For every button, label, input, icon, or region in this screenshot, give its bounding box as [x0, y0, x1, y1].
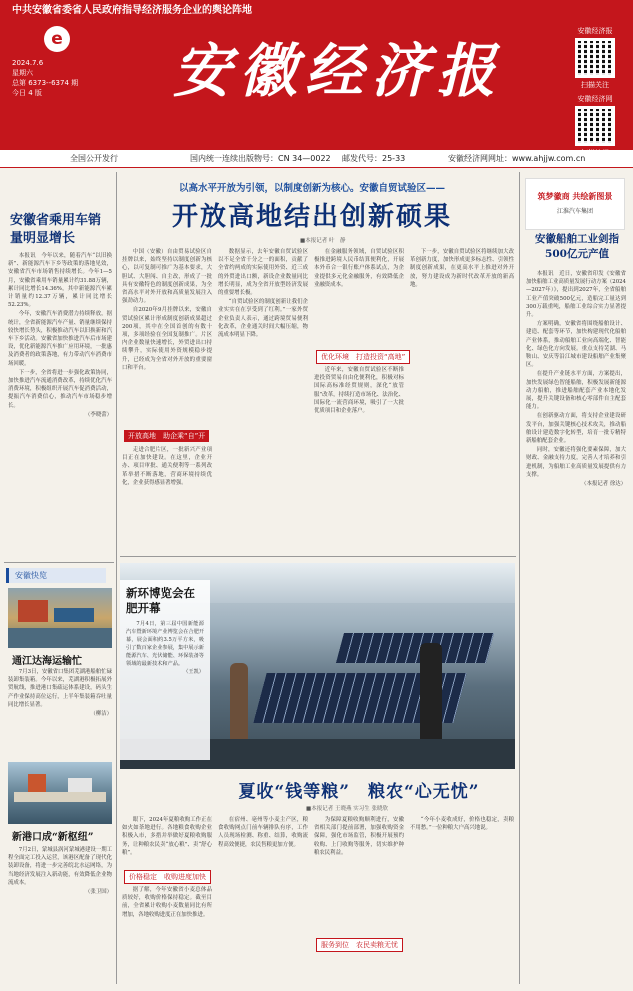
expo-body: [126, 620, 204, 676]
left-article-body: [8, 252, 112, 558]
harvest-column-4: [410, 816, 514, 986]
lead-column-1b: [122, 446, 212, 550]
edition-count: 今日 4 版: [12, 89, 42, 97]
newspaper-logo-icon: e: [44, 26, 70, 52]
paragraph: 为保障夏粮收购顺利进行，安徽省相关部门提前部署，加强收购资金保障，强化市场监管，积极开展预约收购、上门收购等服务，切实维护种粮农民利益。: [314, 817, 404, 856]
byline: （本报记者 徐达）: [581, 481, 626, 488]
paragraph: 在创新驱动方面，将支持企业建设研发平台，加强关键核心技术攻关，推动船舶设计建造数字化转型，培育一批专精特新船舶配套企业。: [526, 413, 626, 445]
byline: （李晓蕾）: [85, 411, 112, 418]
advertisement-banner[interactable]: [525, 178, 625, 230]
cn-number: 国内统一连续出版物号：CN 34—0022: [190, 154, 331, 163]
column-divider: [116, 172, 117, 984]
paragraph: 据了解，今年安徽省小麦总体品质较好，收购价格保持稳定。截至目前，全省累计收购小麦数量同比有所增加，各地收购进度正在加快推进。: [122, 887, 212, 918]
issue-weekday: 星期六: [12, 69, 33, 77]
postal-code: 邮发代号：25-33: [342, 154, 406, 163]
paragraph: “今年小麦收成好，价格也稳定，卖粮不用愁。”一位种粮大户高兴地说。: [410, 817, 514, 832]
paragraph: 走进合肥片区，一批新兴产业项目正在加快建设。在这里，企业开办、项目审批、通关便利等一系列改革举措不断落地，营商环境持续优化，企业获得感显著增强。: [122, 447, 212, 486]
publication-info-bar: [0, 150, 633, 168]
paragraph: 7月4日，第三届中国新能源汽车暨新环境产业博览会在合肥开幕，展会面积约3.5万平方米，吸引了数百家企业参展，集中展示新能源汽车、光伏储能、环保装备等领域的最新技术和产品。: [126, 621, 204, 667]
paragraph: 眼下，2024年夏粮收购工作正在如火如荼地进行。各地粮食收购企业积极入市，多措并举做好夏粮收购服务，让种粮农民卖“放心粮”、卖“舒心粮”。: [122, 817, 212, 856]
section-tag-anhui-briefs[interactable]: 安徽快览: [6, 568, 106, 583]
paragraph: 在宿州、亳州等小麦主产区，粮食收购网点门前车辆排队有序，工作人员现场检测、称重、结算，收购流程高效便捷，农民售粮更加方便。: [218, 817, 308, 848]
solar-panel-shape: [336, 633, 494, 663]
paragraph: 方案明确，安徽省将围绕船舶设计、建造、配套等环节，加快构建现代化船舶产业体系，推动船舶工业向高端化、智能化、绿色化方向发展。重点支持芜湖、马鞍山、安庆等沿江城市建设船舶产业集聚区。: [526, 321, 626, 369]
paragraph: 同时，安徽还将强化要素保障，加大财政、金融支持力度，完善人才培养和引进机制，为船舶工业高质量发展提供有力支撑。: [526, 447, 626, 478]
ad-sponsor: 江淮汽车集团: [556, 208, 593, 215]
lead-kicker: 以高水平开放为引领，以制度创新为核心。安徽自贸试验区——: [178, 183, 445, 194]
brief-body-newport: [8, 846, 112, 966]
byline: （王凯）: [183, 669, 204, 675]
paragraph: 近年来，安徽自贸试验区不断推进投资贸易自由化便利化，积极对标国际高标准经贸规则，深化“放管服”改革，持续打造市场化、法治化、国际化一流营商环境，吸引了一大批优质项目和企业落户。: [314, 367, 404, 415]
harvest-byline: ■本报记者 王晓燕 实习生 张晓欣: [306, 806, 388, 812]
masthead: [0, 22, 633, 150]
distribution-note: 全国公开发行: [70, 154, 118, 163]
harvest-headline[interactable]: 夏收“钱等粮” 粮农“心无忧”: [238, 782, 480, 802]
lead-column-2: [218, 248, 308, 548]
qr-codes: [567, 26, 623, 158]
qr-label-web: 安徽经济网: [577, 95, 613, 103]
lead-byline: ■本报记者 叶 静: [300, 238, 346, 244]
column-divider: [519, 172, 520, 984]
issue-date: 2024.7.6: [12, 59, 44, 67]
harvest-column-3: [314, 816, 404, 926]
section-divider: [120, 556, 516, 557]
paragraph: 下一步，全省将进一步强化政策协同，加快推进汽车流通消费改革，持续优化汽车消费环境，积极组织开展汽车促消费活动，提振汽车消费信心，推动汽车市场稳步增长。: [8, 369, 112, 409]
lead-column-3: [314, 248, 404, 344]
paragraph: 本报讯 近日，安徽省印发《安徽省加快船舶工业高质量发展行动方案（2024—2027年）》，提出到2027年，全省船舶工业产值突破500亿元，造船完工量达到300万载重吨，船舶工业综合实力显著提升。: [526, 271, 626, 319]
section-divider: [4, 562, 114, 563]
date-box: [12, 28, 79, 98]
harvest-subhead-2: 服务到位 农民卖粮无忧: [316, 938, 403, 952]
paragraph: 下一步，安徽自贸试验区将继续加大改革创新力度，加快形成更多标志性、引领性制度创新成果，在更高水平上推进对外开放，努力建设成为新时代改革开放的新高地。: [410, 249, 514, 288]
container-stack-shape: [54, 608, 94, 622]
water-shape: [8, 628, 112, 648]
lead-subhead-2: 优化环境 打造投资“高地”: [316, 350, 410, 364]
paragraph: “自贸试验区的制度创新让我们企业实实在在享受到了红利。”一家外贸企业负责人表示，通过跨境贸易便利化改革，企业通关时间大幅压缩，物流成本明显下降。: [218, 299, 308, 339]
paragraph: 在提升产业链水平方面，方案提出，加快发展绿色智能船舶，积极发展新能源动力船舶，推进船舶配套产业本地化发展，提升关键设备和核心零部件自主配套能力。: [526, 371, 626, 411]
lead-subhead-1: 开放高地 助企乘“自”开: [124, 430, 209, 442]
harvest-column-1b: [122, 886, 212, 986]
person-shape: [420, 643, 442, 743]
building-shape: [68, 778, 92, 792]
top-banner: 中共安徽省委省人民政府指导经济服务企业的舆论阵地: [0, 0, 633, 22]
paragraph: 今年，安徽汽车消费潜力持续释放，据统计，全省新能源汽车产量、销量继续保持较快增长势头，积极推动汽车以旧换新和汽车下乡活动。安徽省加快推进汽车后市场建设，优化新能源汽车推广应用环境，一批惠及消费者的政策落地，有力带动汽车消费市场回暖。: [8, 311, 112, 367]
left-headline[interactable]: 安徽省乘用车销量明显增长: [10, 213, 102, 246]
lead-column-3b: [314, 366, 404, 550]
harvest-column-2: [218, 816, 308, 986]
expo-story: [120, 580, 210, 760]
byline: （柳洁）: [90, 711, 112, 718]
right-headline[interactable]: 安徽船舶工业剑指500亿元产值: [535, 233, 619, 260]
paragraph: 在金融服务领域，自贸试验区积极推进跨境人民币结算便利化，开展本外币合一银行账户体系试点，为企业提供多元化金融服务，有效降低企业融资成本。: [314, 249, 404, 288]
paragraph: 7月2日，蒙城县涡河蒙城港建设一期工程全面完工投入运营，该港区配备了现代化装卸设备，将进一步完善皖北水运网络，为当地经济发展注入新动能，有效降低企业物流成本。: [8, 847, 112, 886]
qr-code-icon[interactable]: [575, 38, 615, 78]
byline: （张卫国）: [85, 889, 112, 896]
new-port-photo: [8, 762, 112, 824]
ad-slogan: 筑梦徽商 共绘新图景: [537, 192, 613, 201]
harvest-subhead-1: 价格稳定 收购进度加快: [124, 870, 211, 884]
lead-column-4: [410, 248, 514, 548]
paragraph: 中国（安徽）自由贸易试验区自挂牌以来，始终坚持以制度创新为核心，以可复制可推广为基本要求，大胆试、大胆闯、自主改，形成了一批具有安徽特色的制度创新成果，为全省高水平对外开放和高质量发展注入强劲动力。: [122, 249, 212, 305]
issue-number: 总第 6373--6374 期: [12, 79, 79, 87]
qr-hint-paper: 扫描关注: [581, 81, 609, 89]
paragraph: 本报讯 今年以来，随着汽车“以旧换新”、新能源汽车下乡等政策的落地见效，安徽省汽车市场销售持续增长。今年1—5月，安徽省乘用车销量累计约31.88万辆，累计同比增长14.36%，其中新能源汽车累计销量约12.37万辆，累计同比增长52.23%。: [8, 253, 112, 309]
newspaper-title: 安徽经济报: [172, 37, 503, 105]
expo-headline[interactable]: 新环博览会在肥开幕: [126, 586, 195, 615]
paragraph: 自2020年9月挂牌以来，安徽自贸试验区累计形成制度创新成果超过200项，其中在全国首创的有数十项，多项经验在全国复制推广。片区内企业数量快速增长，外贸进出口持续攀升，实际使用外资规模稳步提升，已经成为全省对外开放的重要窗口和平台。: [122, 307, 212, 371]
right-article-body: [526, 270, 626, 984]
port-photo: [8, 588, 112, 648]
brief-headline-newport[interactable]: 新港口成“新枢纽”: [12, 832, 94, 843]
paragraph: 7月3日，安徽省口集团芜湖港船舶忙碌装卸集装箱。今年以来，芜湖港积极拓展外贸航线，推进港口集疏运体系建设，码头生产作业保持高位运行，上半年集装箱吞吐量同比增长显著。: [8, 669, 112, 708]
qr-code-icon[interactable]: [575, 106, 615, 146]
dock-shape: [14, 792, 106, 802]
qr-label-paper: 安徽经济报: [577, 27, 613, 35]
crane-shape: [28, 774, 46, 792]
paragraph: 数据显示，去年安徽自贸试验区以不足全省千分之一的面积，贡献了全省约两成的实际使用外资、近三成的外贸进出口额，新设企业数量同比增长明显，成为全省开放型经济发展的重要增长极。: [218, 249, 308, 297]
brief-headline-port[interactable]: 通江达海运输忙: [12, 656, 82, 667]
container-crane-shape: [18, 600, 48, 622]
website-url[interactable]: 安徽经济网网址：www.ahjjw.com.cn: [448, 154, 586, 163]
brief-body-port: [8, 668, 112, 738]
lead-headline[interactable]: 开放高地结出创新硕果: [171, 202, 452, 232]
